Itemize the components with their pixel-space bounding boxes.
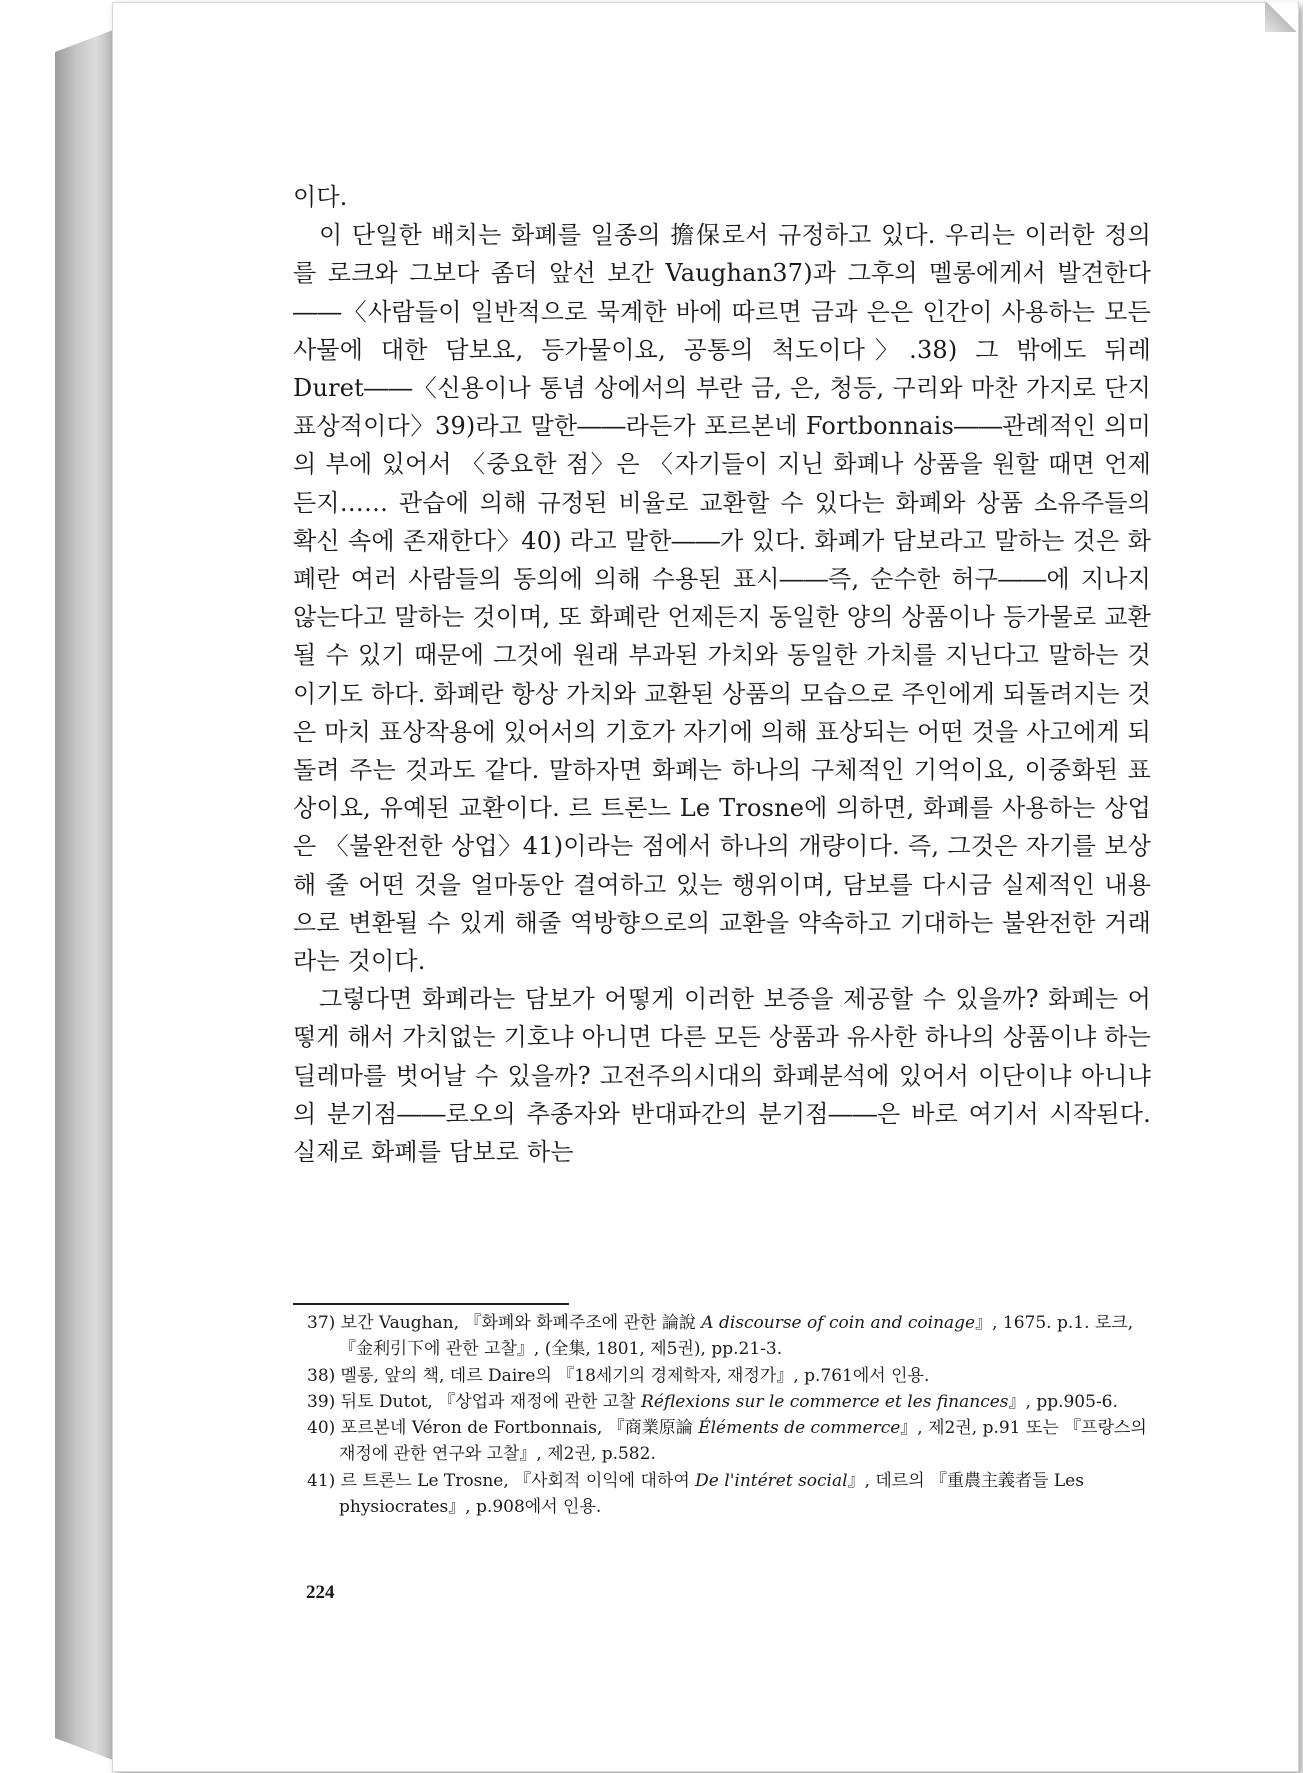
footnote [307,1389,1152,1415]
paragraph: 이 단일한 배치는 화폐를 일종의 擔保로서 규정하고 있다. 우리는 이러한 정의를 로크와 그보다 좀더 앞선 보간 Vaughan37)과 그후의 멜롱에게서 발견한다――〈사람들이 일반적으로 묵계한 바에 따르면 금과 은은 인간이 사용하는 모든 사물에 대한 담보요, 등가물이요, 공통의 척도이다〉.38) 그 밖에도 뒤레 Duret――〈신용이나 통념 상에서의 부란 금, 은, 청등, 구리와 마찬 가지로 단지 표상적이다〉39)라고 말한――라든가 포르본네 Fortbonnais――관례적인 의미의 부에 있어서 〈중요한 점〉은 〈자기들이 지닌 화폐나 상품을 원할 때면 언제든지…… 관습에 의해 규정된 비율로 교환할 수 있다는 화폐와 상품 소유주들의 확신 속에 존재한다〉40) 라고 말한――가 있다. 화폐가 담보라고 말하는 것은 화폐란 여러 사람들의 동의에 의해 수용된 표시――즉, 순수한 허구――에 지나지 않는다고 말하는 것이며, 또 화폐란 언제든지 동일한 양의 상품이나 등가물로 교환될 수 있기 때문에 그것에 원래 부과된 가치와 동일한 가치를 지닌다고 말하는 것이기도 하다. 화폐란 항상 가치와 교환된 상품의 모습으로 주인에게 되돌려지는 것은 마치 표상작용에 있어서의 기호가 자기에 의해 표상되는 어떤 것을 사고에게 되돌려 주는 것과도 같다. 말하자면 화폐는 하나의 구체적인 기억이요, 이중화된 표상이요, 유예된 교환이다. 르 트론느 Le Trosne에 의하면, 화폐를 사용하는 상업은 〈불완전한 상업〉41)이라는 점에서 하나의 개량이다. 즉, 그것은 자기를 보상해 줄 어떤 것을 얼마동안 결여하고 있는 행위이며, 담보를 다시금 실제적인 내용으로 변환될 수 있게 해줄 역방향으로의 교환을 약속하고 기대하는 불완전한 거래라는 것이다. [293,221,1151,976]
footnote-number: 40) [307,1418,336,1439]
footnote-text: 멜롱, 앞의 책, 데르 Daire의 『18세기의 경제학자, 재정가』, p.761에서 인용. [340,1365,930,1386]
footnote [307,1468,1152,1521]
footnote-text: 』, pp.905-6. [1008,1391,1118,1412]
footnotes [307,1310,1152,1520]
footnote [307,1415,1152,1468]
page-number: 224 [306,1582,335,1603]
footnote-text: 』, 데르의 『重農主義者들 Les physiocrates』, p.908에서 인용. [339,1470,1084,1518]
footnote-number: 41) [307,1470,336,1491]
footnote-italic-title: A discourse of coin and coinage [701,1313,976,1333]
footnote-number: 38) [307,1365,336,1386]
footnote-italic-title: Éléments de commerce [698,1418,901,1439]
page-corner-curl [1265,2,1297,32]
footnote-text: 』, 제2권, p.91 또는 『프랑스의 재정에 관한 연구와 고찰』, 제2권, p.582. [339,1418,1147,1465]
footnote [307,1310,1152,1363]
footnote [307,1363,1152,1389]
footnote-text: 뒤토 Dutot, 『상업과 재정에 관한 고찰 [340,1391,642,1412]
footnote-italic-title: Réflexions sur le commerce et les finances [641,1391,1009,1412]
paragraph: 이다. [293,183,348,211]
footnote-italic-title: De l'intéret social [695,1470,848,1491]
body-text [293,178,1151,1171]
footnote-text: 르 트론느 Le Trosne, 『사회적 이익에 대하여 [340,1470,696,1491]
footnote-text: 보간 Vaughan, 『화폐와 화폐주조에 관한 論說 [340,1313,702,1333]
footnote-divider [293,1303,569,1305]
footnote-text: 포르본네 Véron de Fortbonnais, 『商業原論 [340,1418,699,1439]
footnote-number: 37) [307,1313,336,1333]
footnote-text: 』, 1675. p.1. 로크, 『金利引下에 관한 고찰』, (全集, 1801, 제5권), pp.21-3. [339,1313,1134,1360]
footnote-number: 39) [307,1391,336,1412]
paragraph: 그렇다면 화폐라는 담보가 어떻게 이러한 보증을 제공할 수 있을까? 화폐는 어떻게 해서 가치없는 기호냐 아니면 다른 모든 상품과 유사한 하나의 상품이냐 하는 딜레마를 벗어날 수 있을까? 고전주의시대의 화폐분석에 있어서 이단이냐 아니냐의 분기점――로오의 추종자와 반대파간의 분기점――은 바로 여기서 시작된다. 실제로 화폐를 담보로 하는 [293,985,1151,1167]
book-spine [55,30,113,1760]
